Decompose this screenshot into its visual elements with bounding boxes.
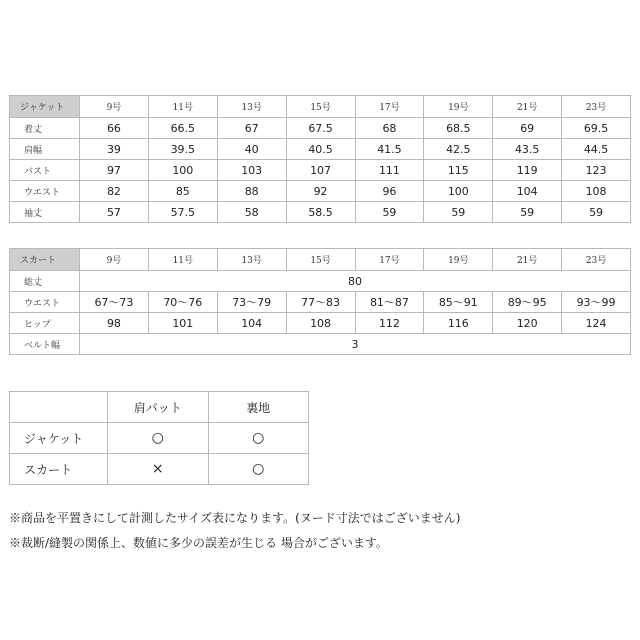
table-cell: 115 <box>424 160 493 181</box>
table-cell: 85 <box>148 181 217 202</box>
table-cell: 77～83 <box>286 292 355 313</box>
table-cell: 111 <box>355 160 424 181</box>
feature-table <box>9 391 309 485</box>
table-cell: 92 <box>286 181 355 202</box>
table-cell: 58.5 <box>286 202 355 223</box>
row-label: バスト <box>10 160 80 181</box>
size-header: 15号 <box>286 96 355 118</box>
table-cell: 66 <box>80 118 149 139</box>
table-cell: 119 <box>493 160 562 181</box>
row-label: ジャケット <box>10 423 108 454</box>
shoulder-pad-header: 肩パット <box>108 392 209 423</box>
jacket-corner-label: ジャケット <box>10 96 80 118</box>
table-cell: 88 <box>217 181 286 202</box>
table-cell: 104 <box>217 313 286 334</box>
table-row <box>10 334 631 355</box>
table-cell: 59 <box>562 202 631 223</box>
row-label: ウエスト <box>10 292 80 313</box>
table-cell: 80 <box>80 271 631 292</box>
table-row <box>10 202 631 223</box>
table-cell: 85～91 <box>424 292 493 313</box>
table-cell: 120 <box>493 313 562 334</box>
skirt-header-row <box>10 249 631 271</box>
table-cell: 104 <box>493 181 562 202</box>
table-cell: ○ <box>108 423 209 454</box>
table-cell: ○ <box>208 423 309 454</box>
table-cell: 108 <box>286 313 355 334</box>
table-cell: 123 <box>562 160 631 181</box>
table-row <box>10 139 631 160</box>
table-cell: 67.5 <box>286 118 355 139</box>
table-cell: 67 <box>217 118 286 139</box>
tolerance-note: ※裁断/縫製の関係上、数値に多少の誤差が生じる 場合がございます。 <box>9 536 388 550</box>
size-header: 11号 <box>148 96 217 118</box>
size-header: 17号 <box>355 96 424 118</box>
table-cell: 59 <box>355 202 424 223</box>
size-header: 21号 <box>493 96 562 118</box>
table-cell: 103 <box>217 160 286 181</box>
skirt-corner-label: スカート <box>10 249 80 271</box>
table-cell: 73～79 <box>217 292 286 313</box>
size-header: 17号 <box>355 249 424 271</box>
size-header: 13号 <box>217 96 286 118</box>
size-header: 9号 <box>80 96 149 118</box>
table-cell: 108 <box>562 181 631 202</box>
table-cell: 100 <box>424 181 493 202</box>
row-label: 袖丈 <box>10 202 80 223</box>
table-cell: 40 <box>217 139 286 160</box>
feature-header-row <box>10 392 309 423</box>
size-header: 19号 <box>424 96 493 118</box>
table-cell: × <box>108 454 209 485</box>
jacket-header-row <box>10 96 631 118</box>
table-cell: 39 <box>80 139 149 160</box>
size-header: 19号 <box>424 249 493 271</box>
table-row <box>10 423 309 454</box>
size-header: 23号 <box>562 249 631 271</box>
measurement-note: ※商品を平置きにして計測したサイズ表になります。(ヌード寸法ではございません) <box>9 511 461 525</box>
table-cell: 66.5 <box>148 118 217 139</box>
table-cell: 44.5 <box>562 139 631 160</box>
table-cell: 40.5 <box>286 139 355 160</box>
table-cell: 116 <box>424 313 493 334</box>
table-cell: 96 <box>355 181 424 202</box>
table-cell: 68.5 <box>424 118 493 139</box>
row-label: 肩幅 <box>10 139 80 160</box>
row-label: ウエスト <box>10 181 80 202</box>
table-row <box>10 313 631 334</box>
size-header: 11号 <box>148 249 217 271</box>
table-cell: 43.5 <box>493 139 562 160</box>
table-cell: 68 <box>355 118 424 139</box>
table-cell: 39.5 <box>148 139 217 160</box>
table-cell: 98 <box>80 313 149 334</box>
table-row <box>10 181 631 202</box>
table-cell: 101 <box>148 313 217 334</box>
table-cell: 59 <box>493 202 562 223</box>
table-cell: 57.5 <box>148 202 217 223</box>
size-header: 21号 <box>493 249 562 271</box>
table-row <box>10 271 631 292</box>
table-cell: 59 <box>424 202 493 223</box>
table-cell: 67～73 <box>80 292 149 313</box>
table-row <box>10 160 631 181</box>
size-header: 13号 <box>217 249 286 271</box>
table-cell: ○ <box>208 454 309 485</box>
table-row <box>10 292 631 313</box>
table-cell: 100 <box>148 160 217 181</box>
table-cell: 41.5 <box>355 139 424 160</box>
lining-header: 裏地 <box>208 392 309 423</box>
size-header: 23号 <box>562 96 631 118</box>
table-cell: 69.5 <box>562 118 631 139</box>
size-header: 9号 <box>80 249 149 271</box>
table-cell: 124 <box>562 313 631 334</box>
size-header: 15号 <box>286 249 355 271</box>
table-row <box>10 118 631 139</box>
table-cell: 97 <box>80 160 149 181</box>
table-cell: 82 <box>80 181 149 202</box>
table-cell: 93～99 <box>562 292 631 313</box>
table-cell: 112 <box>355 313 424 334</box>
table-cell: 42.5 <box>424 139 493 160</box>
table-cell: 89～95 <box>493 292 562 313</box>
table-cell: 70～76 <box>148 292 217 313</box>
table-cell: 57 <box>80 202 149 223</box>
row-label: ベルト幅 <box>10 334 80 355</box>
feature-corner-cell <box>10 392 108 423</box>
table-cell: 69 <box>493 118 562 139</box>
skirt-size-table <box>9 248 631 355</box>
row-label: スカート <box>10 454 108 485</box>
table-cell: 81～87 <box>355 292 424 313</box>
table-row <box>10 454 309 485</box>
table-cell: 107 <box>286 160 355 181</box>
table-cell: 58 <box>217 202 286 223</box>
jacket-size-table <box>9 95 631 223</box>
row-label: 総丈 <box>10 271 80 292</box>
table-cell: 3 <box>80 334 631 355</box>
row-label: ヒップ <box>10 313 80 334</box>
row-label: 着丈 <box>10 118 80 139</box>
